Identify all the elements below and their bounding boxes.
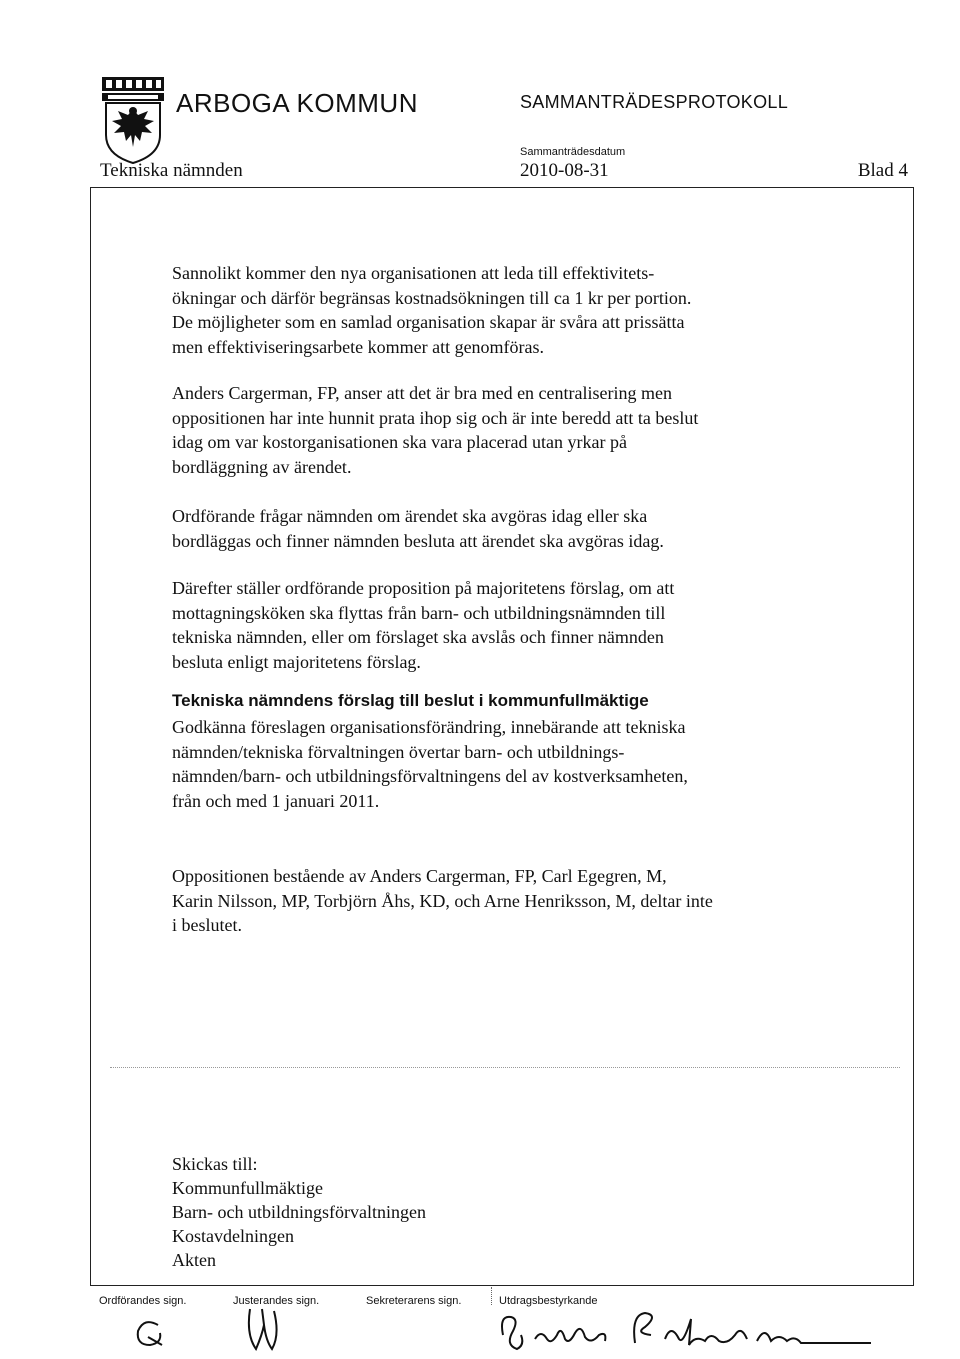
page-number: Blad 4 — [857, 160, 908, 181]
text-line: Oppositionen bestående av Anders Cargerman, FP, Carl Egegren, M, — [172, 866, 667, 886]
distribution-item: Barn- och utbildningsförvaltningen — [172, 1202, 426, 1222]
distribution-item: Kommunfullmäktige — [172, 1178, 323, 1198]
paragraph-decision — [172, 715, 832, 813]
distribution-item: Kostavdelningen — [172, 1226, 294, 1246]
paragraph-proposition — [172, 576, 832, 674]
text-line: mottagningsköken ska flyttas från barn- och utbildningsnämnden till — [172, 602, 666, 623]
paragraph-chair-question — [172, 504, 832, 553]
text-line: oppositionen har inte hunnit prata ihop sig och är inte beredd att ta beslut — [172, 407, 699, 428]
text-line: bordläggas och finner nämnden besluta att ärendet ska avgöras idag. — [172, 530, 664, 551]
text-line: från och med 1 januari 2011. — [172, 790, 380, 811]
text-line: Sannolikt kommer den nya organisationen att leda till effektivitets- — [172, 263, 655, 283]
distribution-item: Akten — [172, 1250, 216, 1270]
distribution-heading: Skickas till: — [172, 1154, 258, 1174]
text-line: ökningar och därför begränsas kostnadsökningen till ca 1 kr per portion. — [172, 287, 692, 308]
distribution-list — [172, 1152, 426, 1272]
committee-name: Tekniska nämnden — [100, 160, 243, 181]
certified-extract-label: Utdragsbestyrkande — [499, 1295, 598, 1307]
text-line: i beslutet. — [172, 915, 242, 935]
text-line: besluta enligt majoritetens förslag. — [172, 651, 421, 672]
text-line: idag om var kostorganisationen ska vara placerad utan yrkar på — [172, 432, 628, 452]
chair-sign-label: Ordförandes sign. — [99, 1295, 187, 1307]
text-line: nämnden/barn- och utbildningsförvaltningens del av kostverksamheten, — [172, 766, 688, 786]
certified-signature — [495, 1305, 875, 1355]
text-line: Anders Cargerman, FP, anser att det är bra med en centralisering men — [172, 383, 673, 403]
municipal-crest-eagle-icon — [100, 75, 166, 165]
adjuster-sign-label: Justerandes sign. — [233, 1295, 320, 1307]
text-line: Därefter ställer ordförande proposition på majoritetens förslag, om att — [172, 578, 675, 598]
meeting-date-label: Sammanträdesdatum — [520, 146, 626, 158]
secretary-sign-label: Sekreterarens sign. — [366, 1295, 462, 1307]
text-line: nämnden/tekniska förvaltningen övertar barn- och utbildnings- — [172, 741, 625, 762]
meeting-date: 2010-08-31 — [520, 160, 609, 181]
adjuster-initials-signature — [240, 1305, 290, 1355]
text-line: men effektiviseringsarbete kommer att genomföras. — [172, 336, 545, 357]
paragraph-cargerman — [172, 381, 832, 479]
document-type: SAMMANTRÄDESPROTOKOLL — [520, 92, 789, 112]
organization-name: ARBOGA KOMMUN — [176, 88, 418, 118]
paragraph-efficiency — [172, 261, 832, 359]
text-line: bordläggning av ärendet. — [172, 456, 352, 477]
text-line: Godkänna föreslagen organisationsförändring, innebärande att tekniska — [172, 717, 686, 737]
scan-artifact-divider — [110, 1067, 900, 1074]
text-line: De möjligheter som en samlad organisation skapar är svåra att prissätta — [172, 312, 685, 332]
paragraph-opposition — [172, 864, 832, 938]
signature-divider — [491, 1287, 492, 1305]
text-line: tekniska nämnden, eller om förslaget ska avslås och finner nämnden — [172, 627, 664, 647]
decision-heading: Tekniska nämndens förslag till beslut i kommunfullmäktige — [172, 691, 649, 710]
chair-initials-signature — [130, 1315, 170, 1351]
text-line: Ordförande frågar nämnden om ärendet ska avgöras idag eller ska — [172, 506, 648, 526]
text-line: Karin Nilsson, MP, Torbjörn Åhs, KD, och Arne Henriksson, M, deltar inte — [172, 890, 713, 911]
